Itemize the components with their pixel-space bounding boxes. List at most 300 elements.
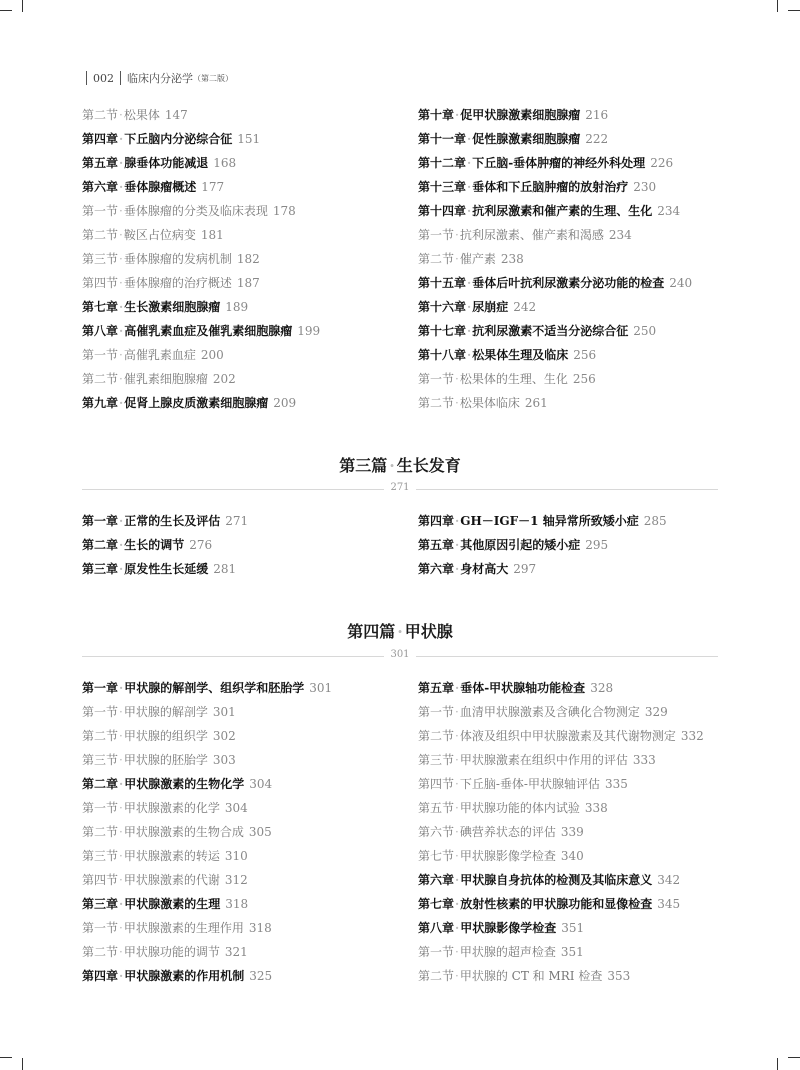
entry-page: 310 bbox=[224, 849, 248, 863]
toc-chapter-entry bbox=[418, 676, 738, 700]
entry-title: 身材高大 bbox=[460, 562, 509, 576]
toc-section-entry bbox=[418, 223, 738, 247]
header-page-number: 002 bbox=[93, 71, 114, 85]
crop-mark bbox=[22, 1058, 23, 1070]
toc-section-entry bbox=[82, 247, 402, 271]
entry-number: 第十七章 bbox=[418, 324, 467, 338]
entry-number: 第一节 bbox=[82, 705, 119, 719]
separator-dot: · bbox=[455, 538, 460, 552]
entry-number: 第五章 bbox=[82, 156, 119, 170]
entry-title: 甲状腺的解剖学 bbox=[123, 705, 208, 719]
separator-dot: · bbox=[119, 348, 123, 362]
toc-chapter-entry bbox=[82, 772, 402, 796]
crop-mark bbox=[788, 10, 800, 11]
entry-title: 高催乳素血症及催乳素细胞腺瘤 bbox=[124, 324, 293, 338]
crop-mark bbox=[777, 0, 778, 12]
part-name: 甲状腺 bbox=[404, 622, 453, 641]
entry-number: 第六章 bbox=[418, 873, 455, 887]
entry-title: 垂体腺瘤概述 bbox=[124, 180, 197, 194]
toc-chapter-entry bbox=[418, 103, 738, 127]
separator-dot: · bbox=[389, 456, 395, 475]
toc-column-right bbox=[418, 676, 738, 988]
part-page-number: 271 bbox=[0, 482, 800, 493]
entry-page: 222 bbox=[585, 132, 609, 146]
toc-section-entry bbox=[82, 748, 402, 772]
entry-title: 下丘脑-垂体-甲状腺轴评估 bbox=[459, 777, 600, 791]
entry-title: 松果体的生理、生化 bbox=[459, 372, 568, 386]
entry-title: 垂体和下丘脑肿瘤的放射治疗 bbox=[472, 180, 629, 194]
entry-title: 甲状腺的组织学 bbox=[123, 729, 208, 743]
entry-page: 151 bbox=[237, 132, 261, 146]
entry-number: 第一节 bbox=[82, 348, 119, 362]
separator-dot: · bbox=[119, 396, 124, 410]
entry-number: 第五章 bbox=[418, 538, 455, 552]
entry-title: 催产素 bbox=[459, 252, 496, 266]
entry-page: 256 bbox=[572, 372, 596, 386]
toc-chapter-entry bbox=[82, 676, 402, 700]
separator-dot: · bbox=[455, 514, 460, 528]
entry-page: 342 bbox=[657, 873, 681, 887]
entry-title: 促肾上腺皮质激素细胞腺瘤 bbox=[124, 396, 269, 410]
separator-dot: · bbox=[119, 777, 124, 791]
running-header bbox=[80, 70, 233, 86]
separator-dot: · bbox=[467, 156, 472, 170]
separator-dot: · bbox=[467, 132, 472, 146]
toc-column-left bbox=[82, 509, 402, 581]
separator-dot: · bbox=[397, 622, 403, 641]
toc-chapter-entry bbox=[82, 557, 402, 581]
entry-page: 304 bbox=[224, 801, 248, 815]
entry-title: 碘营养状态的评估 bbox=[459, 825, 556, 839]
entry-number: 第三节 bbox=[418, 753, 455, 767]
part-number: 第三篇 bbox=[339, 456, 388, 475]
separator-dot: · bbox=[119, 300, 124, 314]
toc-chapter-entry bbox=[418, 916, 738, 940]
entry-title: 甲状腺自身抗体的检测及其临床意义 bbox=[460, 873, 653, 887]
entry-number: 第十四章 bbox=[418, 204, 467, 218]
toc-chapter-entry bbox=[418, 509, 738, 533]
entry-title: 高催乳素血症 bbox=[123, 348, 196, 362]
separator-dot: · bbox=[467, 204, 472, 218]
entry-number: 第十六章 bbox=[418, 300, 467, 314]
separator-dot: · bbox=[119, 228, 123, 242]
separator-dot: · bbox=[119, 324, 124, 338]
entry-title: 原发性生长延缓 bbox=[124, 562, 209, 576]
separator-dot: · bbox=[455, 825, 459, 839]
toc-section-entry bbox=[82, 940, 402, 964]
toc-section-entry bbox=[418, 391, 738, 415]
separator-dot: · bbox=[119, 180, 124, 194]
entry-title: 甲状腺激素的代谢 bbox=[123, 873, 220, 887]
entry-title: 生长激素细胞腺瘤 bbox=[124, 300, 221, 314]
entry-title: 促性腺激素细胞腺瘤 bbox=[472, 132, 581, 146]
entry-title: 促甲状腺激素细胞腺瘤 bbox=[460, 108, 581, 122]
entry-title: 下丘脑-垂体肿瘤的神经外科处理 bbox=[472, 156, 646, 170]
entry-number: 第六节 bbox=[418, 825, 455, 839]
entry-page: 261 bbox=[524, 396, 548, 410]
toc-section-entry bbox=[82, 796, 402, 820]
toc-chapter-entry bbox=[418, 295, 738, 319]
toc-section-entry bbox=[82, 223, 402, 247]
entry-number: 第二节 bbox=[82, 825, 119, 839]
toc-section-entry bbox=[418, 772, 738, 796]
entry-page: 168 bbox=[213, 156, 237, 170]
crop-mark bbox=[0, 10, 12, 11]
entry-number: 第二节 bbox=[418, 969, 455, 983]
entry-title: 甲状腺的解剖学、组织学和胚胎学 bbox=[124, 681, 305, 695]
separator-dot: · bbox=[455, 729, 459, 743]
separator-dot: · bbox=[119, 514, 124, 528]
entry-number: 第二节 bbox=[82, 945, 119, 959]
separator-dot: · bbox=[119, 705, 123, 719]
entry-page: 318 bbox=[225, 897, 249, 911]
entry-number: 第六章 bbox=[418, 562, 455, 576]
entry-title: 其他原因引起的矮小症 bbox=[460, 538, 581, 552]
entry-page: 181 bbox=[200, 228, 224, 242]
entry-title: 甲状腺影像学检查 bbox=[459, 849, 556, 863]
entry-number: 第二节 bbox=[82, 729, 119, 743]
toc-section-entry bbox=[82, 868, 402, 892]
entry-page: 250 bbox=[633, 324, 657, 338]
toc-chapter-entry bbox=[82, 892, 402, 916]
toc-section-entry bbox=[82, 271, 402, 295]
entry-number: 第一章 bbox=[82, 514, 119, 528]
entry-page: 295 bbox=[585, 538, 609, 552]
toc-section-entry bbox=[418, 820, 738, 844]
toc-chapter-entry bbox=[82, 151, 402, 175]
entry-number: 第二节 bbox=[82, 108, 119, 122]
separator-dot: · bbox=[119, 897, 124, 911]
crop-mark bbox=[0, 1057, 12, 1058]
entry-number: 第二节 bbox=[418, 729, 455, 743]
entry-page: 216 bbox=[585, 108, 609, 122]
separator-dot: · bbox=[119, 156, 124, 170]
separator-dot: · bbox=[119, 132, 124, 146]
entry-page: 329 bbox=[644, 705, 668, 719]
entry-title: 甲状腺功能的调节 bbox=[123, 945, 220, 959]
entry-title: 松果体 bbox=[123, 108, 160, 122]
entry-title: 甲状腺激素的生物合成 bbox=[123, 825, 244, 839]
entry-title: 体液及组织中甲状腺激素及其代谢物测定 bbox=[459, 729, 676, 743]
entry-title: 甲状腺功能的体内试验 bbox=[459, 801, 580, 815]
toc-section-entry bbox=[418, 844, 738, 868]
toc-chapter-entry bbox=[82, 509, 402, 533]
entry-title: 下丘脑内分泌综合征 bbox=[124, 132, 233, 146]
entry-page: 234 bbox=[608, 228, 632, 242]
entry-number: 第二章 bbox=[82, 777, 119, 791]
entry-page: 318 bbox=[248, 921, 272, 935]
toc-section-entry bbox=[418, 964, 738, 988]
part-title bbox=[0, 619, 800, 642]
entry-number: 第四章 bbox=[82, 969, 119, 983]
entry-title: 生长的调节 bbox=[124, 538, 185, 552]
part-number: 第四篇 bbox=[347, 622, 396, 641]
entry-title: GH－IGF－1 轴异常所致矮小症 bbox=[460, 514, 639, 528]
separator-dot: · bbox=[119, 849, 123, 863]
entry-number: 第一节 bbox=[82, 921, 119, 935]
entry-page: 147 bbox=[164, 108, 188, 122]
toc-chapter-entry bbox=[82, 533, 402, 557]
toc-chapter-entry bbox=[82, 319, 402, 343]
toc-chapter-entry bbox=[418, 892, 738, 916]
entry-title: 垂体腺瘤的治疗概述 bbox=[123, 276, 232, 290]
toc-chapter-entry bbox=[82, 964, 402, 988]
separator-dot: · bbox=[455, 945, 459, 959]
separator-dot: · bbox=[119, 945, 123, 959]
separator-dot: · bbox=[455, 969, 459, 983]
entry-page: 305 bbox=[248, 825, 272, 839]
entry-title: 甲状腺激素的化学 bbox=[123, 801, 220, 815]
toc-section-entry bbox=[82, 199, 402, 223]
entry-number: 第二节 bbox=[82, 228, 119, 242]
entry-title: 垂体后叶抗利尿激素分泌功能的检查 bbox=[472, 276, 665, 290]
part-name: 生长发育 bbox=[396, 456, 461, 475]
separator-dot: · bbox=[119, 276, 123, 290]
entry-number: 第四节 bbox=[418, 777, 455, 791]
toc-section-entry bbox=[418, 247, 738, 271]
entry-number: 第十三章 bbox=[418, 180, 467, 194]
entry-page: 340 bbox=[560, 849, 584, 863]
entry-page: 351 bbox=[561, 921, 585, 935]
entry-title: 血清甲状腺激素及含碘化合物测定 bbox=[459, 705, 640, 719]
toc-section-entry bbox=[418, 724, 738, 748]
separator-dot: · bbox=[455, 801, 459, 815]
entry-page: 345 bbox=[657, 897, 681, 911]
separator-dot: · bbox=[119, 753, 123, 767]
entry-page: 335 bbox=[604, 777, 628, 791]
entry-page: 276 bbox=[189, 538, 213, 552]
header-edition: （第二版） bbox=[193, 73, 233, 83]
entry-number: 第十章 bbox=[418, 108, 455, 122]
entry-title: 甲状腺激素的生物化学 bbox=[124, 777, 245, 791]
entry-page: 312 bbox=[224, 873, 248, 887]
entry-page: 304 bbox=[249, 777, 273, 791]
entry-number: 第四章 bbox=[82, 132, 119, 146]
entry-title: 放射性核素的甲状腺功能和显像检查 bbox=[460, 897, 653, 911]
separator-dot: · bbox=[467, 300, 472, 314]
entry-number: 第四节 bbox=[82, 873, 119, 887]
entry-title: 尿崩症 bbox=[472, 300, 509, 314]
separator-dot: · bbox=[455, 705, 459, 719]
entry-page: 199 bbox=[297, 324, 321, 338]
entry-page: 303 bbox=[212, 753, 236, 767]
entry-title: 甲状腺激素的作用机制 bbox=[124, 969, 245, 983]
entry-page: 281 bbox=[213, 562, 237, 576]
entry-title: 正常的生长及评估 bbox=[124, 514, 221, 528]
entry-page: 202 bbox=[212, 372, 236, 386]
entry-number: 第三章 bbox=[82, 562, 119, 576]
crop-mark bbox=[788, 1057, 800, 1058]
entry-title: 催乳素细胞腺瘤 bbox=[123, 372, 208, 386]
toc-chapter-entry bbox=[418, 868, 738, 892]
entry-page: 351 bbox=[560, 945, 584, 959]
entry-title: 垂体腺瘤的发病机制 bbox=[123, 252, 232, 266]
entry-title: 甲状腺的胚胎学 bbox=[123, 753, 208, 767]
toc-column-left bbox=[82, 103, 402, 415]
entry-title: 甲状腺的超声检查 bbox=[459, 945, 556, 959]
toc-section-entry bbox=[418, 748, 738, 772]
separator-dot: · bbox=[467, 324, 472, 338]
entry-number: 第一章 bbox=[82, 681, 119, 695]
toc-section-entry bbox=[82, 367, 402, 391]
entry-number: 第七章 bbox=[82, 300, 119, 314]
entry-title: 抗利尿激素不适当分泌综合征 bbox=[472, 324, 629, 338]
entry-title: 抗利尿激素和催产素的生理、生化 bbox=[472, 204, 653, 218]
entry-page: 182 bbox=[236, 252, 260, 266]
entry-number: 第十二章 bbox=[418, 156, 467, 170]
separator-dot: · bbox=[455, 897, 460, 911]
separator-dot: · bbox=[119, 538, 124, 552]
entry-title: 垂体腺瘤的分类及临床表现 bbox=[123, 204, 268, 218]
toc-chapter-entry bbox=[418, 175, 738, 199]
entry-page: 256 bbox=[573, 348, 597, 362]
toc-chapter-entry bbox=[82, 127, 402, 151]
entry-page: 226 bbox=[650, 156, 674, 170]
entry-number: 第七节 bbox=[418, 849, 455, 863]
entry-number: 第一节 bbox=[82, 204, 119, 218]
entry-number: 第二节 bbox=[418, 396, 455, 410]
toc-section-entry bbox=[82, 103, 402, 127]
toc-section-entry bbox=[418, 367, 738, 391]
header-rule bbox=[120, 71, 121, 85]
entry-page: 339 bbox=[560, 825, 584, 839]
entry-number: 第三节 bbox=[82, 753, 119, 767]
entry-page: 200 bbox=[200, 348, 224, 362]
entry-title: 松果体临床 bbox=[459, 396, 520, 410]
separator-dot: · bbox=[119, 873, 123, 887]
entry-page: 230 bbox=[633, 180, 657, 194]
separator-dot: · bbox=[467, 276, 472, 290]
entry-number: 第十一章 bbox=[418, 132, 467, 146]
entry-number: 第一节 bbox=[418, 945, 455, 959]
entry-number: 第六章 bbox=[82, 180, 119, 194]
separator-dot: · bbox=[455, 228, 459, 242]
toc-section-entry bbox=[82, 916, 402, 940]
separator-dot: · bbox=[455, 372, 459, 386]
entry-title: 甲状腺激素的生理作用 bbox=[123, 921, 244, 935]
separator-dot: · bbox=[119, 372, 123, 386]
entry-page: 189 bbox=[225, 300, 249, 314]
separator-dot: · bbox=[455, 849, 459, 863]
entry-number: 第八章 bbox=[418, 921, 455, 935]
toc-section-entry bbox=[82, 724, 402, 748]
entry-number: 第四节 bbox=[82, 276, 119, 290]
toc-chapter-entry bbox=[418, 151, 738, 175]
separator-dot: · bbox=[455, 921, 460, 935]
separator-dot: · bbox=[455, 396, 459, 410]
entry-number: 第三节 bbox=[82, 252, 119, 266]
entry-number: 第九章 bbox=[82, 396, 119, 410]
entry-page: 321 bbox=[224, 945, 248, 959]
toc-section-entry bbox=[82, 343, 402, 367]
entry-number: 第七章 bbox=[418, 897, 455, 911]
entry-page: 301 bbox=[309, 681, 333, 695]
crop-mark bbox=[22, 0, 23, 12]
entry-page: 178 bbox=[272, 204, 296, 218]
entry-title: 抗利尿激素、催产素和渴感 bbox=[459, 228, 604, 242]
entry-page: 297 bbox=[513, 562, 537, 576]
separator-dot: · bbox=[455, 108, 460, 122]
toc-section-entry bbox=[418, 940, 738, 964]
entry-page: 187 bbox=[236, 276, 260, 290]
toc-chapter-entry bbox=[82, 175, 402, 199]
toc-section-entry bbox=[82, 820, 402, 844]
separator-dot: · bbox=[119, 252, 123, 266]
entry-title: 腺垂体功能减退 bbox=[124, 156, 209, 170]
toc-column-right bbox=[418, 103, 738, 415]
entry-page: 234 bbox=[657, 204, 681, 218]
separator-dot: · bbox=[119, 681, 124, 695]
entry-number: 第二节 bbox=[82, 372, 119, 386]
entry-title: 甲状腺激素的转运 bbox=[123, 849, 220, 863]
entry-title: 垂体-甲状腺轴功能检查 bbox=[460, 681, 586, 695]
separator-dot: · bbox=[119, 108, 123, 122]
entry-page: 238 bbox=[500, 252, 524, 266]
separator-dot: · bbox=[455, 777, 459, 791]
entry-number: 第五章 bbox=[418, 681, 455, 695]
separator-dot: · bbox=[119, 562, 124, 576]
entry-number: 第一节 bbox=[82, 801, 119, 815]
separator-dot: · bbox=[455, 562, 460, 576]
part-page-number: 301 bbox=[0, 649, 800, 660]
header-rule bbox=[86, 71, 87, 85]
entry-page: 328 bbox=[590, 681, 614, 695]
entry-number: 第二节 bbox=[418, 252, 455, 266]
separator-dot: · bbox=[119, 729, 123, 743]
toc-chapter-entry bbox=[418, 127, 738, 151]
entry-page: 325 bbox=[249, 969, 273, 983]
entry-number: 第四章 bbox=[418, 514, 455, 528]
toc-section-entry bbox=[418, 700, 738, 724]
toc-chapter-entry bbox=[82, 295, 402, 319]
entry-number: 第二章 bbox=[82, 538, 119, 552]
entry-page: 240 bbox=[669, 276, 693, 290]
toc-chapter-entry bbox=[82, 391, 402, 415]
toc-section-entry bbox=[418, 796, 738, 820]
entry-number: 第一节 bbox=[418, 705, 455, 719]
entry-number: 第五节 bbox=[418, 801, 455, 815]
entry-title: 甲状腺激素的生理 bbox=[124, 897, 221, 911]
entry-title: 松果体生理及临床 bbox=[472, 348, 569, 362]
entry-page: 285 bbox=[643, 514, 667, 528]
entry-page: 242 bbox=[513, 300, 537, 314]
entry-number: 第八章 bbox=[82, 324, 119, 338]
entry-title: 甲状腺的 CT 和 MRI 检查 bbox=[459, 969, 603, 983]
entry-number: 第一节 bbox=[418, 372, 455, 386]
entry-title: 甲状腺激素在组织中作用的评估 bbox=[459, 753, 628, 767]
toc-chapter-entry bbox=[418, 533, 738, 557]
toc-column-left bbox=[82, 676, 402, 988]
entry-page: 271 bbox=[225, 514, 249, 528]
entry-number: 第一节 bbox=[418, 228, 455, 242]
entry-number: 第三章 bbox=[82, 897, 119, 911]
entry-page: 333 bbox=[632, 753, 656, 767]
separator-dot: · bbox=[455, 873, 460, 887]
separator-dot: · bbox=[467, 180, 472, 194]
toc-chapter-entry bbox=[418, 343, 738, 367]
separator-dot: · bbox=[467, 348, 472, 362]
entry-page: 209 bbox=[273, 396, 297, 410]
separator-dot: · bbox=[119, 204, 123, 218]
entry-page: 332 bbox=[680, 729, 704, 743]
toc-chapter-entry bbox=[418, 271, 738, 295]
separator-dot: · bbox=[119, 921, 123, 935]
toc-section-entry bbox=[82, 844, 402, 868]
toc-column-right bbox=[418, 509, 738, 581]
separator-dot: · bbox=[119, 825, 123, 839]
entry-page: 302 bbox=[212, 729, 236, 743]
entry-title: 鞍区占位病变 bbox=[123, 228, 196, 242]
